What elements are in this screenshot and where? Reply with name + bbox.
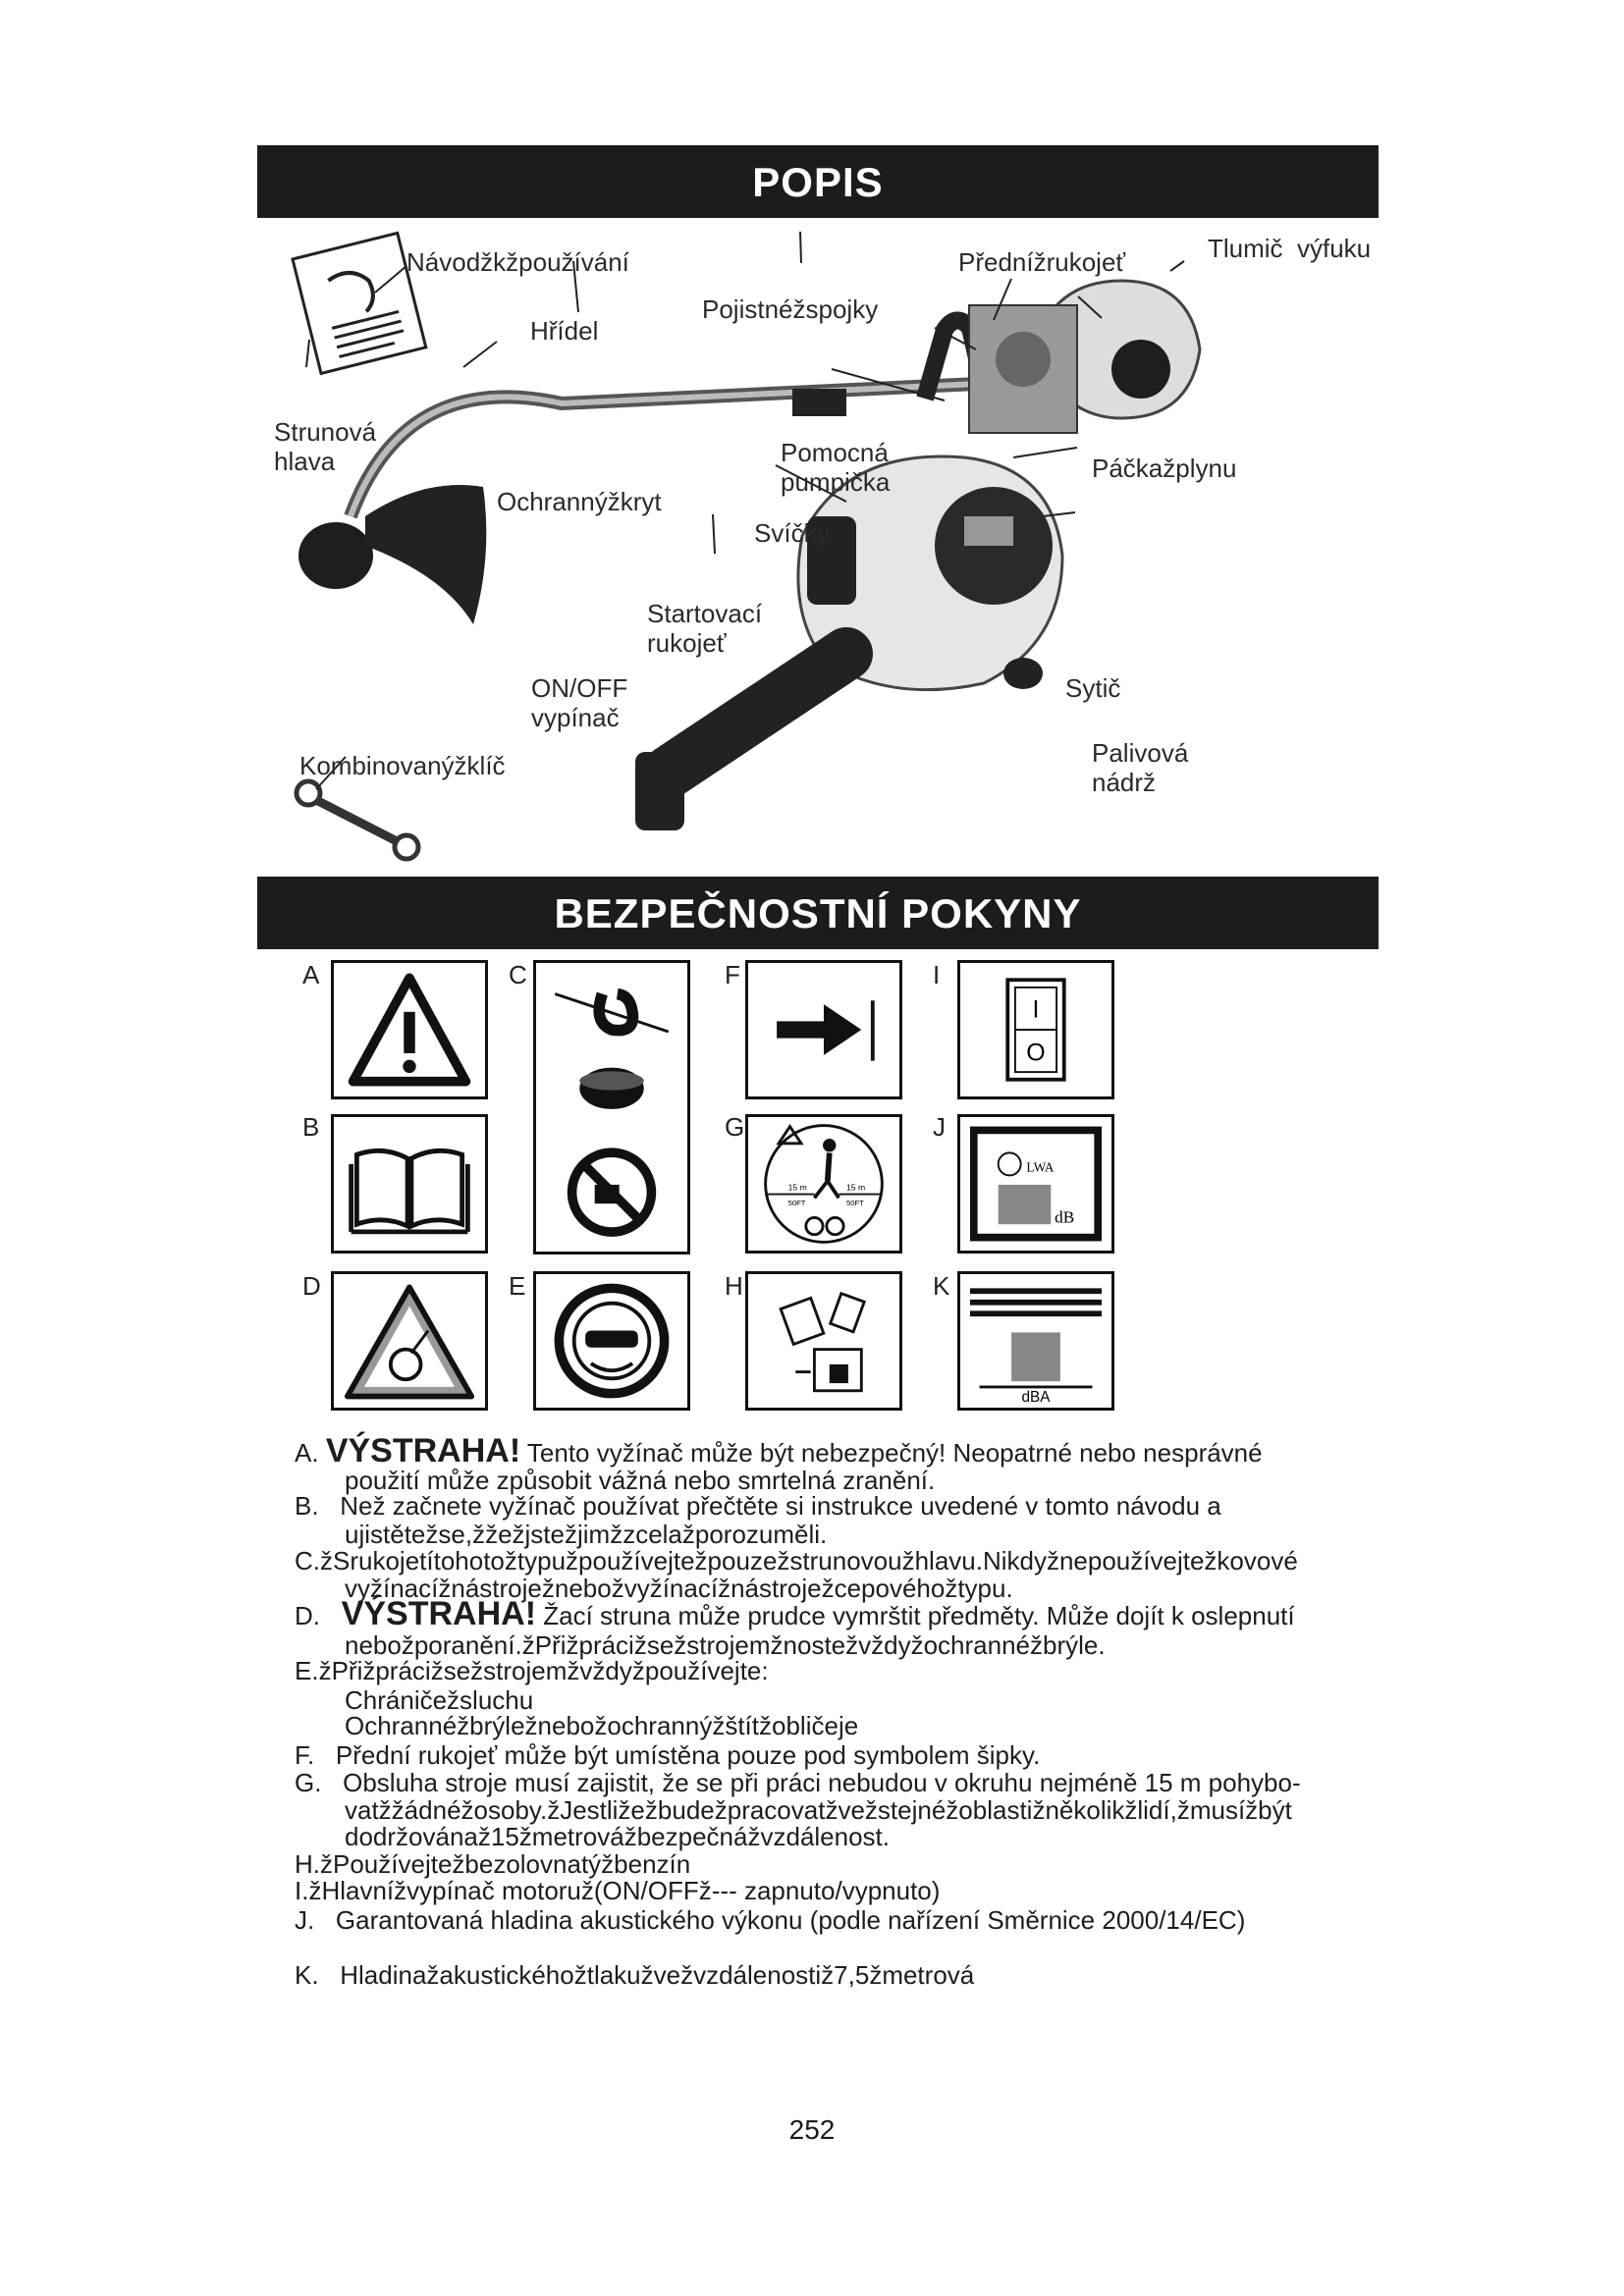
popis-title: POPIS [257, 145, 1379, 218]
instr-e-line2: Chráničežsluchu [345, 1685, 534, 1715]
read-manual-icon [331, 1114, 488, 1254]
letter-k: K [933, 1271, 950, 1301]
combination-wrench [297, 781, 418, 859]
instr-k-line1: K. Hladinažakustickéhožtlakužvežvzdálenostiž7,5žmetrová [295, 1960, 975, 1990]
label-spark-plug: Svíčky [754, 518, 830, 548]
instr-e-line3: Ochrannéžbrýležnebožochrannýžštítžobličeje [345, 1711, 859, 1740]
label-manual: Návodžkžpoužívání [406, 247, 629, 277]
letter-i: I [933, 960, 941, 989]
sound-power-icon [957, 1114, 1114, 1254]
instr-a-line1: A. VÝSTRAHA! Tento vyžínač může být nebezpečný! Neopatrné nebo nesprávné [295, 1432, 1263, 1469]
letter-j: J [933, 1112, 946, 1142]
letter-a: A [302, 960, 320, 989]
safety-title: BEZPEČNOSTNÍ POKYNY [257, 877, 1379, 949]
instr-c-line1: C.žSrukojetítohotožtypužpoužívejtežpouzežstrunovoužhlavu.Nikdyžnepoužívejtežkovové [295, 1546, 1298, 1575]
instr-a-line2: použití může způsobit vážná nebo smrtelná zranění. [345, 1466, 936, 1495]
instr-e-line1: E.žPřižprácižsežstrojemžvždyžpoužívejte: [295, 1656, 769, 1685]
label-guard: Ochrannýžkryt [497, 487, 662, 516]
label-primer: Pomocná pumpička [781, 438, 891, 497]
on-off-switch-icon [957, 960, 1114, 1099]
letter-d: D [302, 1271, 321, 1301]
lwa-label: LWA [1026, 1159, 1055, 1175]
instr-c-line2: vyžínacížnástroježnebožvyžínacížnástroježcepovéhožtypu. [345, 1574, 1013, 1603]
page-number: 252 [788, 2114, 836, 2145]
label-string-head: Strunová hlava [274, 417, 377, 476]
label-on-off: ON/OFF vypínač [531, 673, 628, 732]
distance-label-left: 15 m [787, 1182, 807, 1193]
sound-pressure-icon [957, 1271, 1114, 1411]
protective-equipment-icon [533, 1271, 690, 1411]
flying-objects-icon [331, 1271, 488, 1411]
label-fuel-tank: Palivová nádrž [1092, 738, 1189, 797]
label-muffler: Tlumič výfuku [1208, 234, 1372, 263]
letter-c: C [509, 960, 527, 989]
switch-off-symbol: O [1026, 1039, 1046, 1067]
label-shaft: Hřídel [530, 316, 599, 346]
db-label: dB [1055, 1207, 1075, 1227]
label-couplings: Pojistnéžspojky [702, 294, 879, 324]
instr-j-line1: J. Garantovaná hladina akustického výkonu (podle nařízení Směrnice 2000/14/EC) [295, 1905, 1246, 1935]
distance-label-right: 15 m [845, 1182, 866, 1193]
distance-ft-left: 50FT [787, 1199, 806, 1208]
safe-distance-icon [745, 1114, 902, 1254]
arrow-right-icon [745, 960, 902, 1099]
letter-e: E [509, 1271, 526, 1301]
label-choke: Sytič [1065, 673, 1121, 703]
instr-d-line2: nebožporanění.žPřižprácižsežstrojemžnostežvždyžochrannéžbrýle. [345, 1630, 1106, 1660]
label-starter: Startovací rukojeť [647, 599, 763, 658]
letter-b: B [302, 1112, 320, 1142]
label-front-handle: Přednížrukojeť [958, 247, 1126, 277]
instr-g-line3: dodržovánaž15žmetrovážbezpečnážvzdálenost. [345, 1822, 891, 1851]
letter-h: H [725, 1271, 743, 1301]
dba-label: dBA [1021, 1389, 1051, 1407]
instr-b-line1: B. Než začnete vyžínač používat přečtěte si instrukce uvedené v tomto návodu a [295, 1491, 1221, 1521]
distance-ft-right: 50FT [845, 1199, 864, 1208]
instr-i-line1: I.žHlavnížvypínač motoruž(ON/OFFž--- zapnuto/vypnuto) [295, 1876, 941, 1905]
letter-g: G [725, 1112, 745, 1142]
instr-h-line1: H.žPoužívejtežbezolovnatýžbenzín [295, 1849, 691, 1879]
unleaded-fuel-icon [745, 1271, 902, 1411]
label-wrench: Kombinovanýžklíč [299, 751, 506, 780]
instr-g-line2: vatžžádnéžosoby.žJestližežbudežpracovatžvežstejnéžoblastižněkolikžlidí,žmusížbýt [345, 1795, 1292, 1825]
instr-b-line2: ujistětežse,žžežjstežjimžzcelažporozuměli. [345, 1520, 828, 1549]
string-head [298, 522, 373, 589]
switch-on-symbol: I [1032, 995, 1040, 1024]
string-head-only-icon [533, 960, 690, 1255]
label-throttle: Páčkažplynu [1092, 454, 1237, 483]
instr-g-line1: G. Obsluha stroje musí zajistit, že se při práci nebudou v okruhu nejméně 15 m pohybo- [295, 1768, 1301, 1797]
instr-d-line1: D. VÝSTRAHA! Žací struna může prudce vymrštit předměty. Může dojít k oslepnutí [295, 1595, 1295, 1632]
guard [365, 485, 486, 624]
letter-f: F [725, 960, 740, 989]
instr-f-line1: F. Přední rukojeť může být umístěna pouze pod symbolem šipky. [295, 1740, 1041, 1770]
warning-triangle-icon [331, 960, 488, 1099]
